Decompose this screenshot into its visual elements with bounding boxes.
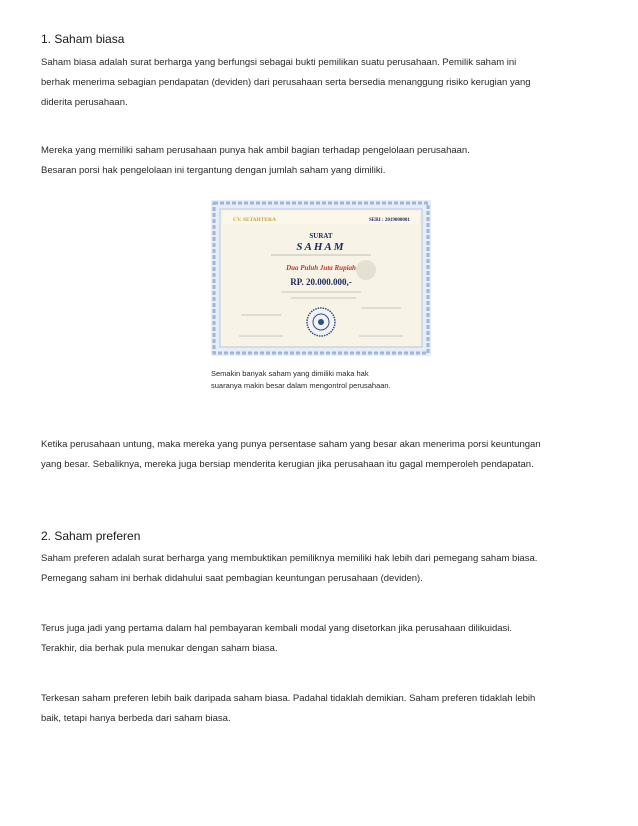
text-line: Terus juga jadi yang pertama dalam hal pembayaran kembali modal yang disetorkan jika perusahaan dilikuidasi. [41, 623, 513, 634]
paragraph-profit-loss [41, 435, 601, 475]
caption-line: suaranya makin besar dalam mengontrol perusahaan. [211, 381, 391, 390]
certificate-serial: SERI : 2019000001 [369, 218, 410, 223]
paragraph-rights [41, 141, 601, 181]
text-line: Mereka yang memiliki saham perusahaan punya hak ambil bagian terhadap pengelolaan perusahaan. [41, 145, 470, 156]
text-line: berhak menerima sebagian pendapatan (deviden) dari perusahaan serta bersedia menanggung risiko kerugian yang [41, 77, 531, 88]
text-line: Terakhir, dia berhak pula menukar dengan saham biasa. [41, 643, 278, 654]
text-line: Pemegang saham ini berhak didahului saat pembagian keuntungan perusahaan (deviden). [41, 573, 423, 584]
stock-certificate-image [211, 200, 431, 356]
certificate-subtitle: Dua Puluh Juta Rupiah [286, 264, 356, 272]
paragraph-liquidation [41, 619, 601, 659]
paragraph-preferen-definition [41, 549, 601, 589]
text-line: Ketika perusahaan untung, maka mereka yang punya persentase saham yang besar akan menerima porsi keuntungan [41, 439, 541, 450]
text-line: yang besar. Sebaliknya, mereka juga bersiap menderita kerugian jika perusahaan itu gagal memperoleh pendapatan. [41, 459, 534, 470]
certificate-title-main: SAHAM [296, 241, 346, 253]
certificate-amount: RP. 20.000.000,- [290, 277, 352, 287]
heading-saham-biasa: 1. Saham biasa [41, 32, 125, 46]
paragraph-definition [41, 53, 601, 113]
text-line: diderita perusahaan. [41, 97, 128, 108]
certificate-company: CV. SEJAHTERA [233, 217, 276, 223]
text-line: baik, tetapi hanya berbeda dari saham biasa. [41, 713, 231, 724]
paragraph-comparison [41, 689, 601, 729]
certificate-title-top: SURAT [309, 232, 333, 240]
heading-saham-preferen: 2. Saham preferen [41, 529, 141, 543]
figure-caption [211, 368, 441, 392]
caption-line: Semakin banyak saham yang dimiliki maka hak [211, 369, 369, 378]
text-line: Saham biasa adalah surat berharga yang berfungsi sebagai bukti pemilikan suatu perusahaan. Pemilik saham ini [41, 57, 517, 68]
text-line: Besaran porsi hak pengelolaan ini tergantung dengan jumlah saham yang dimiliki. [41, 165, 386, 176]
text-line: Terkesan saham preferen lebih baik daripada saham biasa. Padahal tidaklah demikian. Saham preferen tidaklah lebih [41, 693, 536, 704]
text-line: Saham preferen adalah surat berharga yang membuktikan pemiliknya memiliki hak lebih dari pemegang saham biasa. [41, 553, 538, 564]
